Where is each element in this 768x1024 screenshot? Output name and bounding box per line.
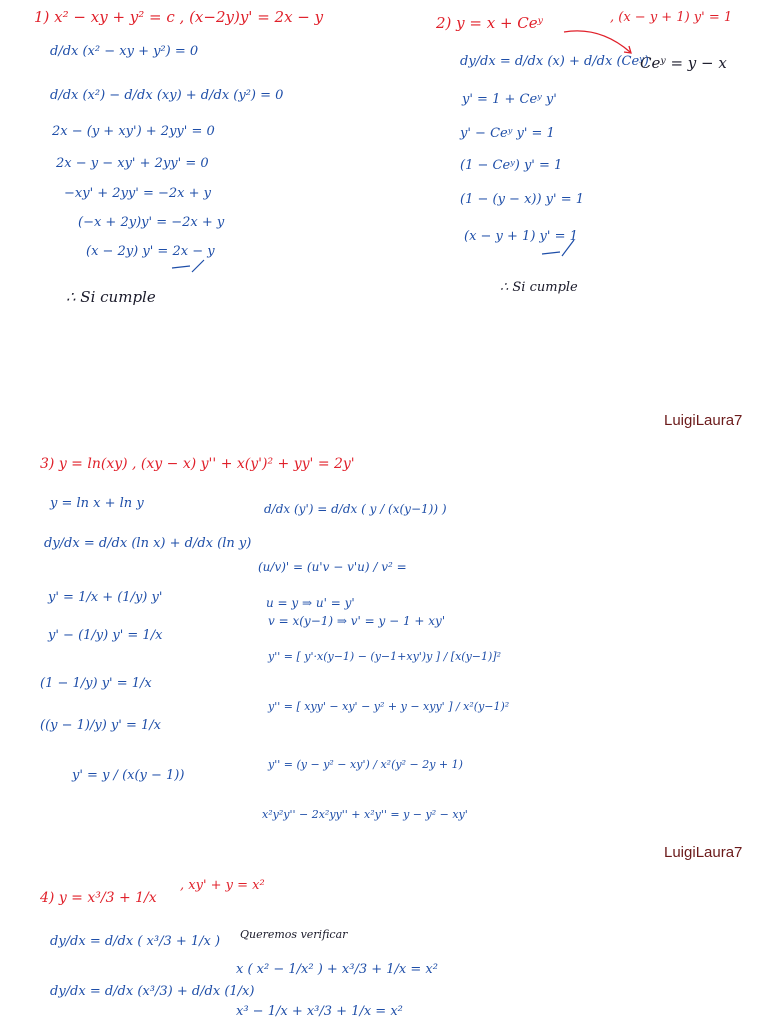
problem3-left-step-7: y' = y / (x(y − 1)) xyxy=(72,768,185,783)
problem3-right-step-6: y'' = [ xyy' − xy' − y² + y − xyy' ] / x²(y−1)² xyxy=(268,700,510,713)
watermark-2: LuigiLaura7 xyxy=(664,844,743,861)
problem4-right-step-2: x³ − 1/x + x³/3 + 1/x = x² xyxy=(236,1004,403,1019)
problem3-right-step-1: d/dx (y') = d/dx ( y / (x(y−1)) ) xyxy=(264,502,447,516)
problem2-step-1: dy/dx = d/dx (x) + d/dx (Ceʸ) xyxy=(460,54,649,69)
problem2-equation: , (x − y + 1) y' = 1 xyxy=(610,10,733,25)
problem3-right-step-3: u = y ⇒ u' = y' xyxy=(266,596,355,610)
problem4-left-step-2: dy/dx = d/dx (x³/3) + d/dx (1/x) xyxy=(50,984,255,999)
problem4-left-step-1: dy/dx = d/dx ( x³/3 + 1/x ) xyxy=(50,934,221,949)
problem3-right-step-7: y'' = (y − y² − xy') / x²(y² − 2y + 1) xyxy=(268,758,463,771)
problem2-heading: 2) y = x + Ceʸ xyxy=(436,14,543,32)
watermark-1: LuigiLaura7 xyxy=(664,412,743,429)
problem1-step-5: −xy' + 2yy' = −2x + y xyxy=(64,186,211,201)
problem3-heading: 3) y = ln(xy) , (xy − x) y'' + x(y')² + yy' = 2y' xyxy=(40,456,355,472)
problem3-left-step-3: y' = 1/x + (1/y) y' xyxy=(48,590,163,605)
problem1-step-4: 2x − y − xy' + 2yy' = 0 xyxy=(56,156,209,171)
problem1-step-3: 2x − (y + xy') + 2yy' = 0 xyxy=(52,124,215,139)
problem2-checkmark xyxy=(540,236,580,260)
problem4-right-step-1: x ( x² − 1/x² ) + x³/3 + 1/x = x² xyxy=(236,962,438,977)
problem1-step-1: d/dx (x² − xy + y²) = 0 xyxy=(50,44,199,59)
problem3-left-step-2: dy/dx = d/dx (ln x) + d/dx (ln y) xyxy=(44,536,252,551)
problem4-heading: 4) y = x³/3 + 1/x xyxy=(40,890,157,906)
problem2-step-3: y' − Ceʸ y' = 1 xyxy=(460,126,555,141)
problem2-step-6: (x − y + 1) y' = 1 xyxy=(464,229,578,244)
problem3-left-step-4: y' − (1/y) y' = 1/x xyxy=(48,628,163,643)
problem3-right-step-4: v = x(y−1) ⇒ v' = y − 1 + xy' xyxy=(268,614,446,628)
problem3-right-step-2: (u/v)' = (u'v − v'u) / v² = xyxy=(258,560,407,574)
problem2-step-4: (1 − Ceʸ) y' = 1 xyxy=(460,158,563,173)
problem2-conclusion: ∴ Si cumple xyxy=(500,280,578,295)
problem2-step-5: (1 − (y − x)) y' = 1 xyxy=(460,192,585,207)
problem4-right-title: Queremos verificar xyxy=(240,928,348,941)
problem3-right-step-8: x²y²y'' − 2x²yy'' + x²y'' = y − y² − xy' xyxy=(262,808,468,821)
problem3-left-step-1: y = ln x + ln y xyxy=(50,496,144,511)
problem2-side-note: Ceʸ = y − x xyxy=(640,54,727,72)
problem1-step-6: (−x + 2y)y' = −2x + y xyxy=(78,215,225,230)
problem4-equation: , xy' + y = x² xyxy=(180,878,265,893)
problem1-step-2: d/dx (x²) − d/dx (xy) + d/dx (y²) = 0 xyxy=(50,88,284,103)
problem3-right-step-5: y'' = [ y'·x(y−1) − (y−1+xy')y ] / [x(y−1)]² xyxy=(268,650,502,663)
problem1-heading: 1) x² − xy + y² = c , (x−2y)y' = 2x − y xyxy=(34,8,324,26)
problem3-left-step-5: (1 − 1/y) y' = 1/x xyxy=(40,676,152,691)
problem1-conclusion: ∴ Si cumple xyxy=(66,288,156,306)
problem1-step-7: (x − 2y) y' = 2x − y xyxy=(86,244,215,259)
problem2-step-2: y' = 1 + Ceʸ y' xyxy=(462,92,557,107)
problem3-left-step-6: ((y − 1)/y) y' = 1/x xyxy=(40,718,161,733)
problem1-checkmark xyxy=(170,258,210,274)
